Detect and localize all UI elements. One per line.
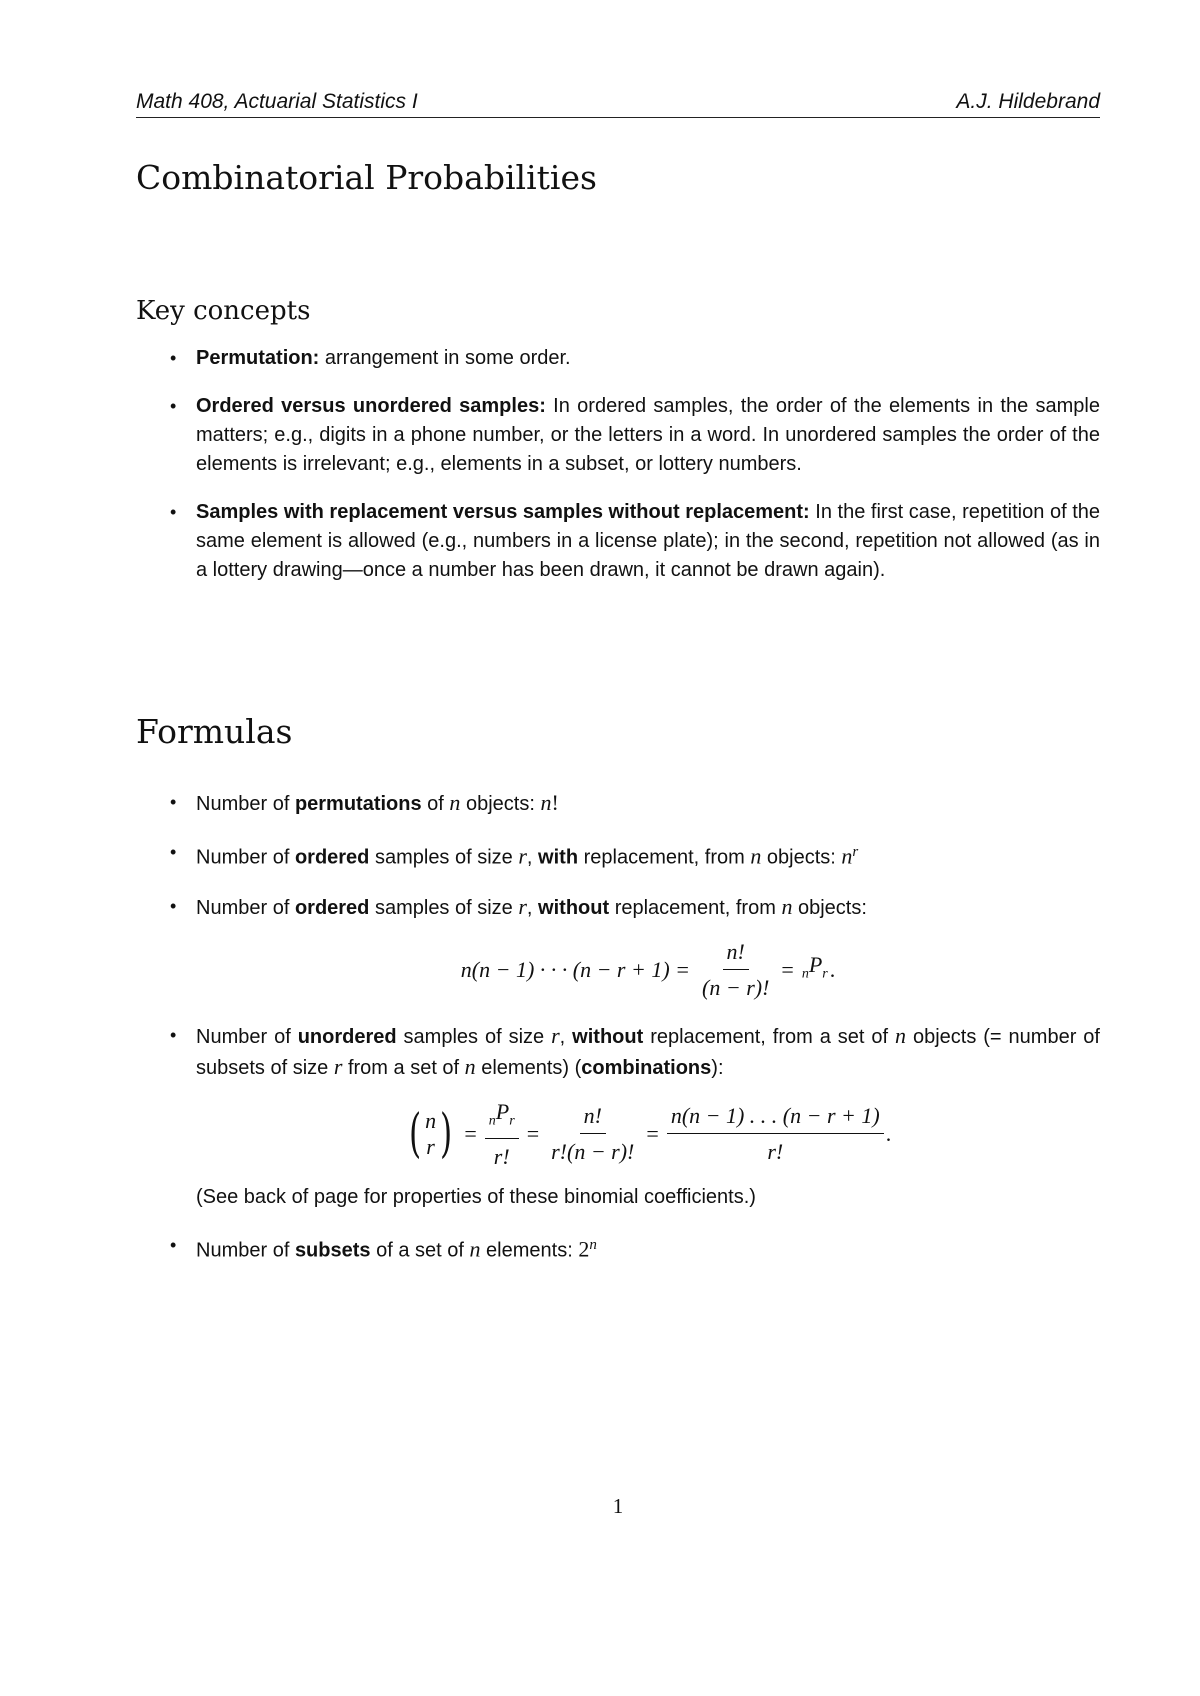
bullet-icon: •: [170, 792, 177, 812]
right-paren: ): [440, 1103, 453, 1164]
text: from a set of: [342, 1056, 465, 1079]
text: ,: [526, 896, 539, 919]
term: Permutation:: [196, 347, 320, 369]
symbol: P: [808, 951, 823, 977]
text: ,: [526, 846, 539, 869]
text: elements) (: [475, 1056, 582, 1079]
equals-sign: =: [464, 1121, 477, 1147]
denominator: (n − r)!: [702, 974, 770, 1000]
math-variable: r: [518, 843, 527, 869]
text: of: [421, 793, 450, 815]
math-exponent: n: [589, 1237, 597, 1254]
text: samples of size: [369, 896, 519, 919]
combination-formula: [196, 1097, 1100, 1171]
text: objects (= number of subsets of size: [196, 1025, 1100, 1079]
key-concepts-list: [136, 344, 1100, 604]
bullet-icon: •: [170, 502, 177, 522]
emphasis: ordered: [294, 896, 370, 919]
subscript: n: [488, 1113, 496, 1129]
text: elements:: [480, 1239, 579, 1262]
numerator: n(n − 1) . . . (n − r + 1): [667, 1101, 884, 1134]
binom-top: n: [425, 1107, 437, 1133]
binom-bottom: r: [426, 1133, 435, 1159]
equals-sign: =: [526, 1121, 540, 1147]
emphasis: unordered: [297, 1025, 397, 1048]
formulas-heading: Formulas: [136, 712, 293, 751]
definition: arrangement in some order.: [319, 347, 571, 369]
equals-sign: =: [781, 956, 794, 982]
text: Number of: [196, 793, 295, 815]
math-variable: n: [449, 790, 461, 815]
text: objects:: [460, 793, 541, 815]
definition: In ordered samples, the order of the elements in the sample matters; e.g., digits in a phone number, or the letters in a word. In unordered samples the order of the elements is irrelevant; e.g., elements in a subset, or lottery numbers.: [196, 395, 1100, 475]
list-item: [136, 498, 1100, 585]
text: objects:: [761, 846, 842, 869]
binomial-coefficient: [405, 1103, 457, 1164]
text: samples of size: [396, 1025, 552, 1048]
bullet-icon: •: [170, 1024, 177, 1045]
math-variable: n: [469, 1236, 481, 1262]
emphasis: permutations: [294, 793, 422, 815]
emphasis: without: [572, 1025, 644, 1048]
text: Number of: [196, 1239, 295, 1262]
denominator: r!: [493, 1144, 510, 1170]
text: ):: [711, 1056, 724, 1079]
text: samples of size: [369, 846, 519, 869]
text: of a set of: [370, 1239, 470, 1262]
page-title: Combinatorial Probabilities: [136, 158, 597, 197]
text: replacement, from: [609, 896, 782, 919]
numerator: [485, 1097, 519, 1139]
permutation-formula: [196, 937, 1100, 1002]
formula-lhs: n(n − 1) · · · (n − r + 1) =: [460, 956, 691, 982]
definition: In the first case, repetition of the same element is allowed (e.g., numbers in a license plate); in the second, repetition not allowed (as in a lottery drawing—once a number has been drawn, it cannot be drawn again).: [196, 501, 1101, 581]
period: .: [885, 1121, 892, 1147]
fraction: [547, 1101, 638, 1166]
fraction: [698, 937, 773, 1002]
formula-item-subsets: [136, 1231, 1100, 1266]
math-variable: n: [895, 1022, 907, 1048]
text: Number of: [196, 1025, 298, 1048]
formula-item-permutations: [136, 788, 1100, 819]
formulas-list: [136, 788, 1100, 1285]
bullet-icon: •: [170, 1235, 177, 1256]
bullet-icon: •: [170, 348, 177, 368]
math-variable: r: [518, 893, 527, 919]
emphasis: ordered: [294, 846, 370, 869]
math-number: 2: [578, 1236, 590, 1262]
left-paren: (: [408, 1103, 422, 1164]
math-variable: r: [333, 1053, 343, 1079]
bullet-icon: •: [170, 396, 177, 416]
bullet-icon: •: [170, 895, 177, 916]
npr-symbol: [802, 950, 828, 988]
math-variable: n: [750, 843, 762, 869]
bullet-icon: •: [170, 842, 177, 862]
math-variable: n: [540, 790, 552, 815]
fraction: [485, 1097, 519, 1171]
fraction: [667, 1101, 884, 1166]
denominator: r!(n − r)!: [551, 1139, 635, 1165]
equals-sign: =: [646, 1121, 659, 1147]
list-item: [136, 392, 1100, 479]
math-exponent: r: [852, 844, 859, 860]
key-concepts-heading: Key concepts: [136, 296, 311, 326]
page-number: 1: [612, 1494, 624, 1518]
math-symbol: !: [551, 790, 559, 815]
binom-stack: [425, 1108, 436, 1160]
denominator: r!: [767, 1139, 784, 1165]
math-variable: r: [551, 1022, 560, 1048]
symbol: P: [495, 1098, 510, 1124]
term: Samples with replacement versus samples without replacement:: [196, 501, 810, 523]
numerator: n!: [723, 937, 749, 970]
text: replacement, from a set of: [643, 1025, 896, 1048]
period: .: [829, 956, 836, 982]
text: Number of: [196, 846, 295, 869]
subscript: r: [509, 1113, 515, 1129]
formula-item-combinations: [136, 1021, 1100, 1212]
formula-item-ordered-with: [136, 838, 1100, 873]
header-author: A.J. Hildebrand: [956, 90, 1100, 113]
running-header: [136, 90, 1100, 118]
math-variable: n: [781, 893, 793, 919]
header-course: Math 408, Actuarial Statistics I: [136, 90, 418, 113]
numerator: n!: [580, 1101, 606, 1134]
text: Number of: [196, 896, 295, 919]
emphasis: subsets: [294, 1239, 371, 1262]
emphasis: with: [538, 846, 579, 869]
math-variable: n: [841, 843, 853, 869]
subscript: n: [801, 966, 809, 982]
emphasis: combinations: [581, 1056, 712, 1079]
text: ,: [559, 1025, 573, 1048]
subscript: r: [822, 966, 828, 982]
math-variable: n: [464, 1053, 476, 1079]
text: replacement, from: [578, 846, 751, 869]
emphasis: without: [538, 896, 610, 919]
term: Ordered versus unordered samples:: [196, 395, 546, 417]
formula-item-ordered-without: [136, 892, 1100, 1002]
text: objects:: [792, 896, 867, 919]
binomial-note: (See back of page for properties of these binomial coefficients.): [196, 1186, 756, 1209]
list-item: [136, 344, 1100, 373]
